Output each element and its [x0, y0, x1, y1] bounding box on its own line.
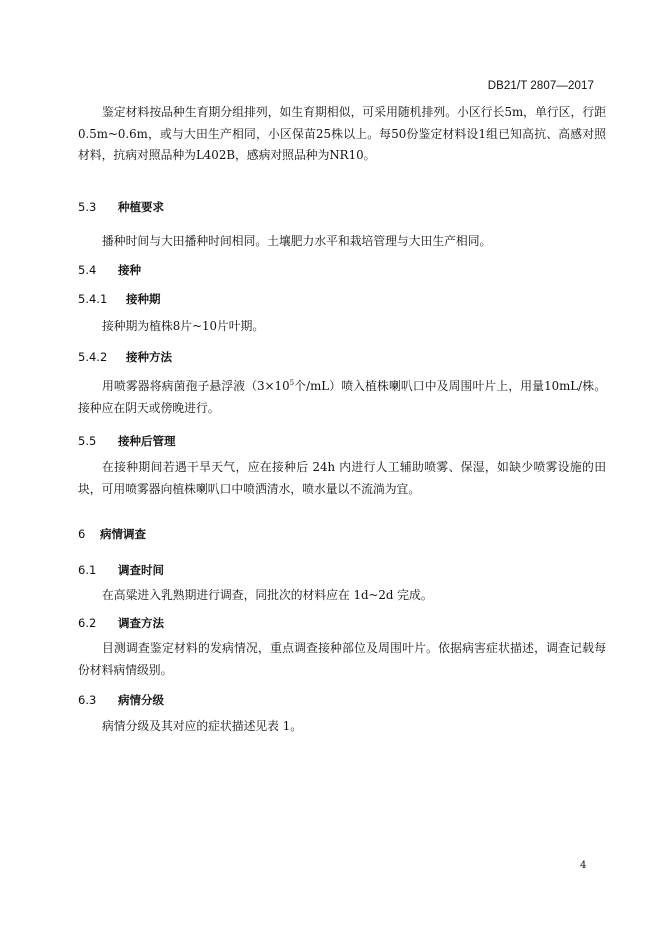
section-number: 5.4.2: [78, 350, 108, 364]
paragraph-survey-time: 在高粱进入乳熟期进行调查，同批次的材料应在 1d~2d 完成。: [102, 588, 433, 602]
text-after-superscript: 个/mL）喷入植株喇叭口中及周围叶片上，用量10mL/株。接种应在阴天或傍晚进行。: [78, 379, 606, 415]
paragraph-arrangement: 鉴定材料按品种生育期分组排列，如生育期相似，可采用随机排列。小区行长5m，单行区，行距0.5m~0.6m，或与大田生产相同，小区保苗25株以上。每50份鉴定材料设1组已知高抗、高感对照材料，抗病对照品种为L402B，感病对照品种为NR10。: [78, 105, 606, 162]
section-title: 病情调查: [100, 527, 146, 541]
section-heading-5-4-1: [78, 291, 161, 307]
section-title: 接种期: [126, 292, 161, 306]
section-heading-5-4: [78, 262, 141, 278]
section-title: 接种后管理: [118, 434, 176, 448]
section-number: 6: [78, 527, 86, 541]
paragraph-planting: 播种时间与大田播种时间相同。土壤肥力水平和栽培管理与大田生产相同。: [102, 234, 492, 248]
paragraph-disease-grading: 病情分级及其对应的症状描述见表 1。: [102, 719, 303, 733]
section-number: 6.1: [78, 563, 97, 577]
paragraph-post-inoculation: 在接种期间若遇干旱天气，应在接种后 24h 内进行人工辅助喷雾、保湿，如缺少喷雾设施的田块，可用喷雾器向植株喇叭口中喷洒清水，喷水量以不流淌为宜。: [78, 460, 606, 496]
paragraph-inoculation-method: [78, 376, 606, 419]
section-title: 接种: [118, 263, 141, 277]
section-heading-6-2: [78, 615, 164, 631]
document-code: DB21/T 2807—2017: [487, 80, 594, 92]
paragraph-survey-method: 目测调查鉴定材料的发病情况，重点调查接种部位及周围叶片。依据病害症状描述，调查记载每份材料病情级别。: [78, 641, 606, 677]
section-number: 5.5: [78, 434, 97, 448]
section-heading-6-3: [78, 692, 164, 708]
section-heading-6-1: [78, 562, 164, 578]
section-number: 5.4.1: [78, 292, 108, 306]
page-number: 4: [580, 860, 587, 871]
section-title: 接种方法: [126, 350, 172, 364]
section-heading-5-3: [78, 199, 164, 215]
section-title: 病情分级: [118, 693, 164, 707]
section-heading-6: [78, 526, 146, 542]
text-before-superscript: 用喷雾器将病菌孢子悬浮液（3×10: [102, 379, 290, 393]
section-title: 调查时间: [118, 563, 164, 577]
section-heading-5-5: [78, 433, 176, 449]
section-number: 5.4: [78, 263, 97, 277]
section-title: 种植要求: [118, 200, 164, 214]
section-number: 6.3: [78, 693, 97, 707]
paragraph-inoculation-period: 接种期为植株8片~10片叶期。: [102, 319, 265, 333]
section-heading-5-4-2: [78, 349, 172, 365]
section-number: 5.3: [78, 200, 97, 214]
section-title: 调查方法: [118, 616, 164, 630]
section-number: 6.2: [78, 616, 97, 630]
superscript-exponent: 5: [289, 379, 295, 388]
